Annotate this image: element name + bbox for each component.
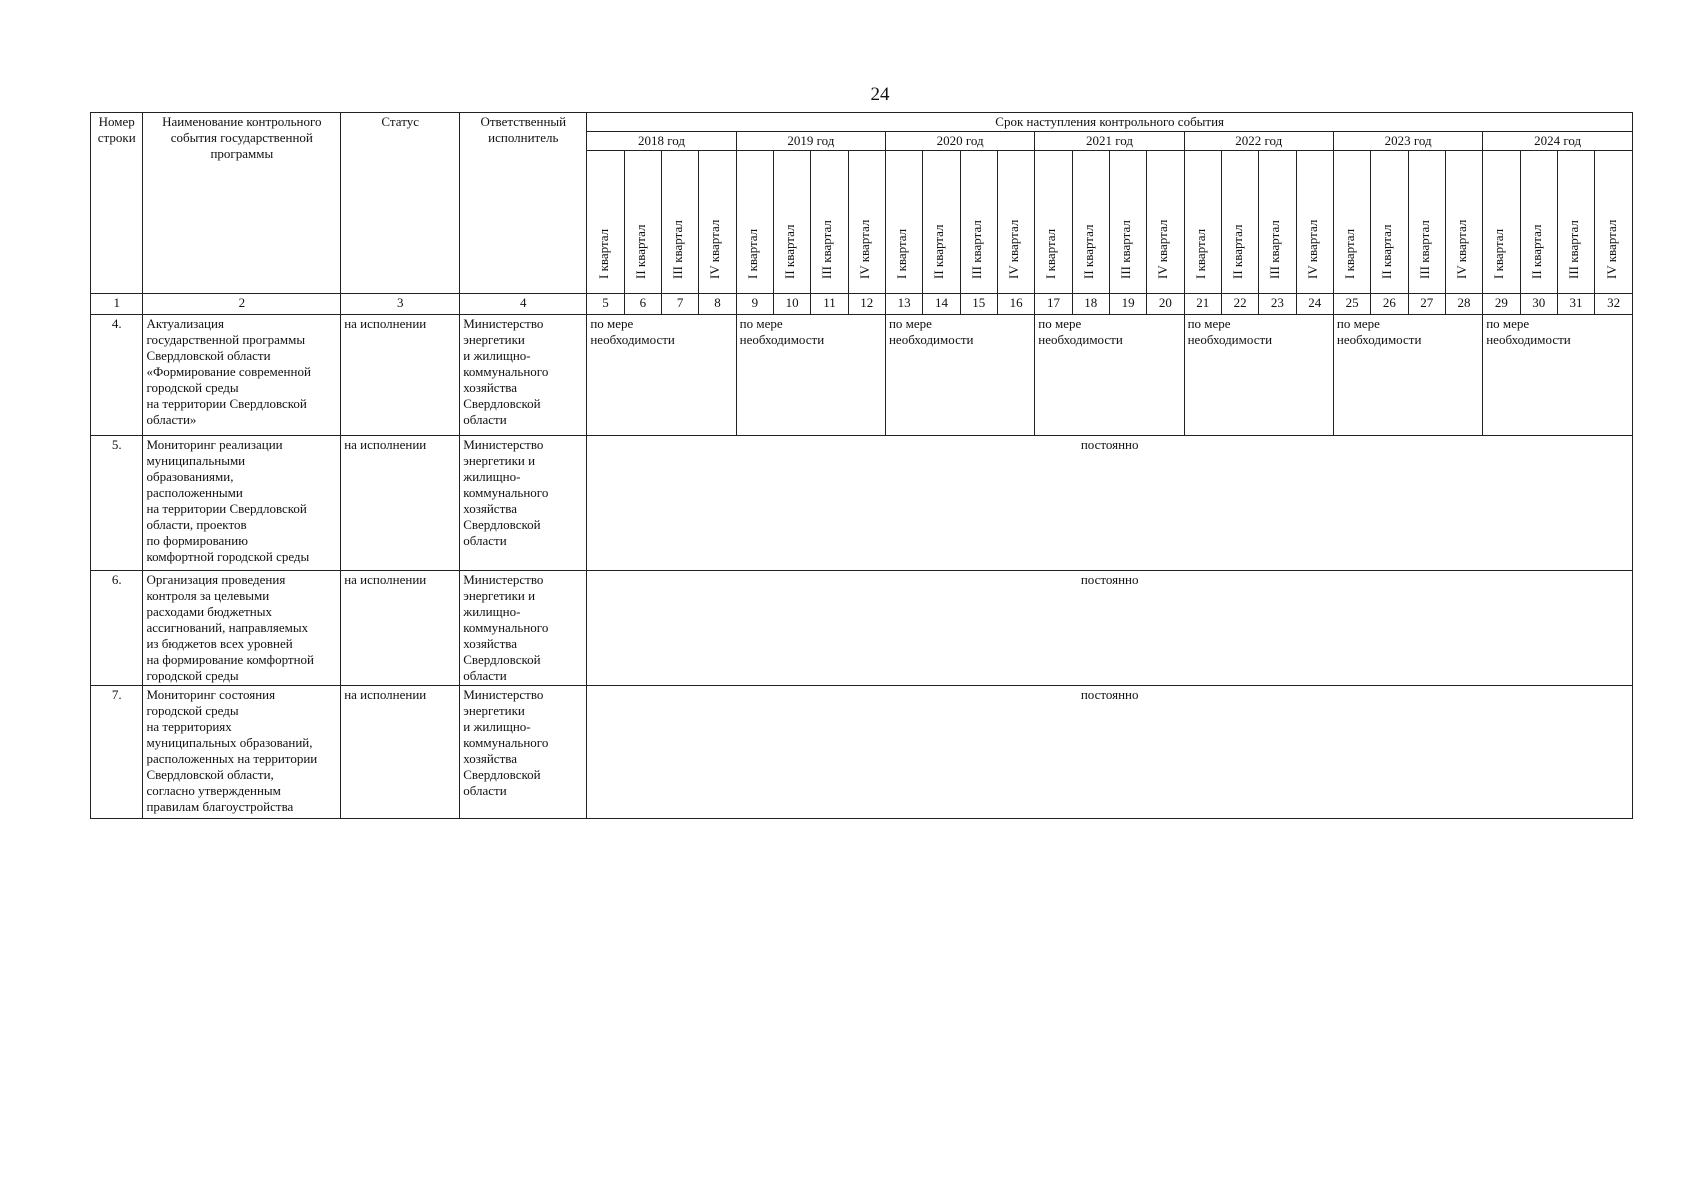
quarter-header — [997, 151, 1034, 294]
executor: Министерство энергетики и жилищно- коммунального хозяйства Свердловской области — [460, 571, 587, 686]
quarter-label: IV квартал — [1454, 219, 1470, 279]
deadline-cell: постоянно — [587, 436, 1633, 571]
quarter-label: I квартал — [894, 228, 910, 279]
table-row — [91, 436, 1633, 571]
column-number: 2 — [143, 294, 341, 315]
quarter-header — [1184, 151, 1221, 294]
column-number: 20 — [1147, 294, 1184, 315]
quarter-label: II квартал — [1080, 224, 1096, 279]
year-cell: по мере необходимости — [1483, 315, 1633, 436]
column-number: 31 — [1557, 294, 1594, 315]
control-events-table — [90, 112, 1633, 819]
year-cell: по мере необходимости — [1333, 315, 1482, 436]
quarter-header — [1147, 151, 1184, 294]
quarter-label: III квартал — [1118, 220, 1134, 279]
header-year: 2023 год — [1333, 132, 1482, 151]
year-cell: по мере необходимости — [885, 315, 1034, 436]
quarter-header — [1035, 151, 1072, 294]
column-number: 5 — [587, 294, 624, 315]
event-name: Актуализация государственной программы Свердловской области «Формирование современной городской среды на территории Свердловской области» — [143, 315, 341, 436]
column-number: 28 — [1445, 294, 1482, 315]
quarter-label: IV квартал — [707, 219, 723, 279]
quarter-label: II квартал — [931, 224, 947, 279]
header-event-name: Наименование контрольного события государственной программы — [143, 113, 341, 294]
quarter-label: I квартал — [1043, 228, 1059, 279]
column-number: 17 — [1035, 294, 1072, 315]
event-name: Мониторинг реализации муниципальными образованиями, расположенными на территории Свердловской области, проектов по формированию комфортной городской среды — [143, 436, 341, 571]
header-row-top — [91, 113, 1633, 132]
header-year: 2021 год — [1035, 132, 1184, 151]
quarter-header — [1333, 151, 1370, 294]
row-number: 5. — [91, 436, 143, 571]
column-number: 16 — [997, 294, 1034, 315]
quarter-header — [1445, 151, 1482, 294]
column-number: 11 — [811, 294, 848, 315]
table-row — [91, 686, 1633, 819]
deadline-cell: постоянно — [587, 571, 1633, 686]
year-cell: по мере необходимости — [587, 315, 736, 436]
deadline-cell: постоянно — [587, 686, 1633, 819]
quarter-header — [587, 151, 624, 294]
quarter-header — [811, 151, 848, 294]
quarter-header — [1259, 151, 1296, 294]
quarter-header — [736, 151, 773, 294]
column-number: 32 — [1595, 294, 1633, 315]
quarter-label: IV квартал — [856, 219, 872, 279]
year-cell: по мере необходимости — [1035, 315, 1184, 436]
quarter-header — [1483, 151, 1520, 294]
executor: Министерство энергетики и жилищно- коммунального хозяйства Свердловской области — [460, 315, 587, 436]
quarter-label: I квартал — [595, 228, 611, 279]
quarter-header — [848, 151, 885, 294]
header-row-number: Номер строки — [91, 113, 143, 294]
table-row — [91, 315, 1633, 436]
row-number: 7. — [91, 686, 143, 819]
quarter-label: IV квартал — [1603, 219, 1619, 279]
quarter-header — [624, 151, 661, 294]
quarter-label: IV квартал — [1304, 219, 1320, 279]
column-number: 21 — [1184, 294, 1221, 315]
status: на исполнении — [341, 315, 460, 436]
event-name: Мониторинг состояния городской среды на территориях муниципальных образований, расположенных на территории Свердловской области, согласно утвержденным правилам благоустройства — [143, 686, 341, 819]
column-number: 9 — [736, 294, 773, 315]
quarter-label: I квартал — [1491, 228, 1507, 279]
column-number: 4 — [460, 294, 587, 315]
table-row — [91, 571, 1633, 686]
column-number: 3 — [341, 294, 460, 315]
quarter-header — [773, 151, 810, 294]
executor: Министерство энергетики и жилищно- коммунального хозяйства Свердловской области — [460, 436, 587, 571]
quarter-label: I квартал — [1342, 228, 1358, 279]
column-number: 18 — [1072, 294, 1109, 315]
status: на исполнении — [341, 571, 460, 686]
quarter-header — [1595, 151, 1633, 294]
quarter-label: I квартал — [744, 228, 760, 279]
quarter-label: III квартал — [1416, 220, 1432, 279]
quarter-header — [1109, 151, 1146, 294]
column-number: 19 — [1109, 294, 1146, 315]
quarter-label: IV квартал — [1006, 219, 1022, 279]
column-number: 1 — [91, 294, 143, 315]
quarter-header — [1221, 151, 1258, 294]
status: на исполнении — [341, 436, 460, 571]
quarter-header — [1520, 151, 1557, 294]
column-number: 24 — [1296, 294, 1333, 315]
header-year: 2024 год — [1483, 132, 1633, 151]
header-year: 2020 год — [885, 132, 1034, 151]
column-number: 13 — [885, 294, 922, 315]
column-number: 6 — [624, 294, 661, 315]
header-year: 2018 год — [587, 132, 736, 151]
quarter-header — [923, 151, 960, 294]
quarter-header — [960, 151, 997, 294]
column-number: 29 — [1483, 294, 1520, 315]
row-number: 4. — [91, 315, 143, 436]
column-number: 7 — [662, 294, 699, 315]
header-executor: Ответственный исполнитель — [460, 113, 587, 294]
header-status: Статус — [341, 113, 460, 294]
column-numbers-row — [91, 294, 1633, 315]
quarter-label: II квартал — [782, 224, 798, 279]
event-name: Организация проведения контроля за целевыми расходами бюджетных ассигнований, направляемых из бюджетов всех уровней на формирование комфортной городской среды — [143, 571, 341, 686]
quarter-label: III квартал — [1566, 220, 1582, 279]
column-number: 8 — [699, 294, 736, 315]
column-number: 22 — [1221, 294, 1258, 315]
executor: Министерство энергетики и жилищно- коммунального хозяйства Свердловской области — [460, 686, 587, 819]
quarter-header — [1371, 151, 1408, 294]
row-number: 6. — [91, 571, 143, 686]
quarter-label: I квартал — [1192, 228, 1208, 279]
column-number: 30 — [1520, 294, 1557, 315]
quarter-header — [1072, 151, 1109, 294]
quarter-label: II квартал — [632, 224, 648, 279]
quarter-header — [662, 151, 699, 294]
quarter-header — [1557, 151, 1594, 294]
quarter-label: III квартал — [819, 220, 835, 279]
year-cell: по мере необходимости — [736, 315, 885, 436]
page-number: 24 — [870, 84, 890, 105]
header-deadline: Срок наступления контрольного события — [587, 113, 1633, 132]
column-number: 25 — [1333, 294, 1370, 315]
column-number: 27 — [1408, 294, 1445, 315]
column-number: 26 — [1371, 294, 1408, 315]
column-number: 12 — [848, 294, 885, 315]
quarter-label: II квартал — [1528, 224, 1544, 279]
quarter-label: II квартал — [1230, 224, 1246, 279]
quarter-label: III квартал — [670, 220, 686, 279]
quarter-label: III квартал — [968, 220, 984, 279]
column-number: 23 — [1259, 294, 1296, 315]
quarter-header — [885, 151, 922, 294]
quarter-label: IV квартал — [1155, 219, 1171, 279]
quarter-header — [1408, 151, 1445, 294]
header-year: 2019 год — [736, 132, 885, 151]
quarter-label: III квартал — [1267, 220, 1283, 279]
column-number: 15 — [960, 294, 997, 315]
header-year: 2022 год — [1184, 132, 1333, 151]
quarter-header — [1296, 151, 1333, 294]
quarter-header — [699, 151, 736, 294]
quarter-label: II квартал — [1379, 224, 1395, 279]
column-number: 10 — [773, 294, 810, 315]
year-cell: по мере необходимости — [1184, 315, 1333, 436]
column-number: 14 — [923, 294, 960, 315]
status: на исполнении — [341, 686, 460, 819]
